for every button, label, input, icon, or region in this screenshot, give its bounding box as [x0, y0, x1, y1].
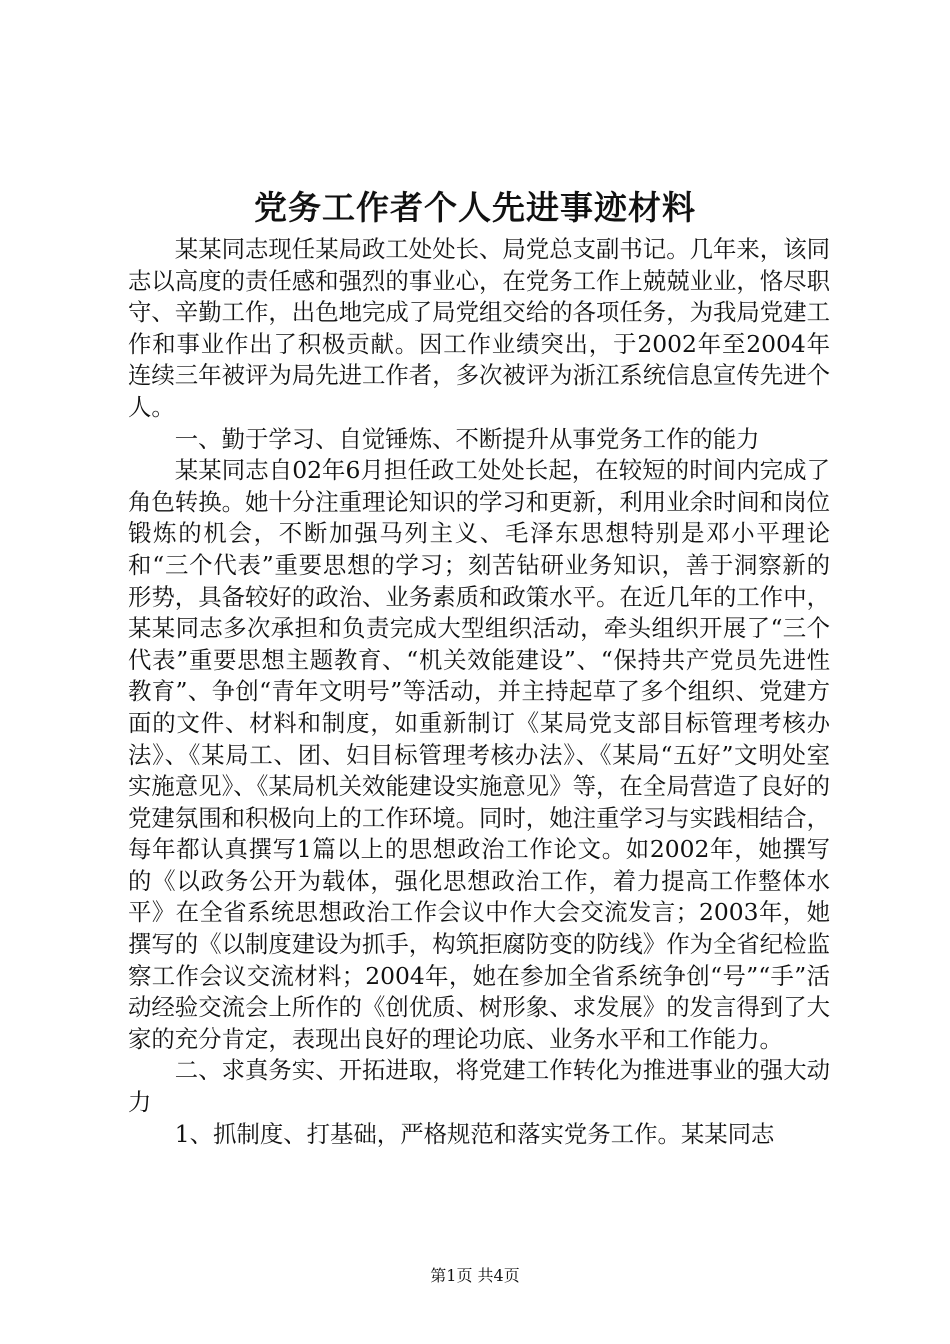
section-heading-2: 二、求真务实、开拓进取，将党建工作转化为推进事业的强大动力	[128, 1056, 830, 1117]
document-title: 党务工作者个人先进事迹材料	[254, 188, 696, 227]
paragraph-section-1: 某某同志自02年6月担任政工处处长起，在较短的时间内完成了角色转换。她十分注重理论知识的学习和更新，利用业余时间和岗位锻炼的机会，不断加强马列主义、毛泽东思想特别是邓小平理论和“三个代表”重要思想的学习；刻苦钻研业务知识，善于洞察新的形势，具备较好的政治、业务素质和政策水平。在近几年的工作中，某某同志多次承担和负责完成大型组织活动，牵头组织开展了“三个代表”重要思想主题教育、“机关效能建设”、“保持共产党员先进性教育”、争创“青年文明号”等活动，并主持起草了多个组织、党建方面的文件、材料和制度，如重新制订《某局党支部目标管理考核办法》、《某局工、团、妇目标管理考核办法》、《某局“五好”文明处室实施意见》、《某局机关效能建设实施意见》等，在全局营造了良好的党建氛围和积极向上的工作环境。同时，她注重学习与实践相结合，每年都认真撰写1篇以上的思想政治工作论文。如2002年，她撰写的《以政务公开为载体，强化思想政治工作，着力提高工作整体水平》在全省系统思想政治工作会议中作大会交流发言；2003年，她撰写的《以制度建设为抓手，构筑拒腐防变的防线》作为全省纪检监察工作会议交流材料；2004年，她在参加全省系统争创“号”“手”活动经验交流会上所作的《创优质、树形象、求发展》的发言得到了大家的充分肯定，表现出良好的理论功底、业务水平和工作能力。	[128, 456, 830, 1053]
document-body	[128, 234, 830, 1150]
paragraph-intro: 某某同志现任某局政工处处长、局党总支副书记。几年来，该同志以高度的责任感和强烈的事业心，在党务工作上兢兢业业，恪尽职守、辛勤工作，出色地完成了局党组交给的各项任务，为我局党建工作和事业作出了积极贡献。因工作业绩突出，于2002年至2004年连续三年被评为局先进工作者，多次被评为浙江系统信息宣传先进个人。	[128, 235, 830, 421]
section-heading-1: 一、勤于学习、自觉锤炼、不断提升从事党务工作的能力	[174, 424, 760, 453]
page-footer: 第1页 共4页	[430, 1266, 520, 1285]
paragraph-section-2-item-1: 1、抓制度、打基础，严格规范和落实党务工作。某某同志	[174, 1119, 775, 1148]
